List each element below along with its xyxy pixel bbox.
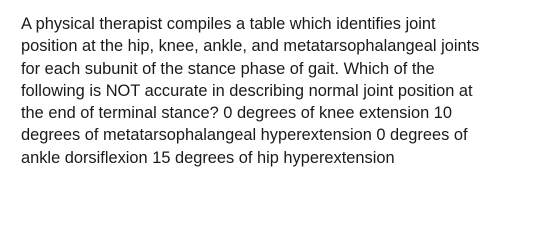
question-line: the end of terminal stance? 0 degrees of knee extension 10 [21, 104, 452, 123]
question-line: for each subunit of the stance phase of gait. Which of the [21, 59, 435, 78]
question-line: following is NOT accurate in describing normal joint position at [21, 81, 473, 100]
question-line: ankle dorsiflexion 15 degrees of hip hyperextension [21, 148, 395, 167]
question-line: A physical therapist compiles a table which identifies joint [21, 15, 436, 33]
question-line: degrees of metatarsophalangeal hyperextension 0 degrees of [21, 126, 468, 145]
question-text [21, 13, 543, 169]
question-line: position at the hip, knee, ankle, and metatarsophalangeal joints [21, 37, 480, 56]
